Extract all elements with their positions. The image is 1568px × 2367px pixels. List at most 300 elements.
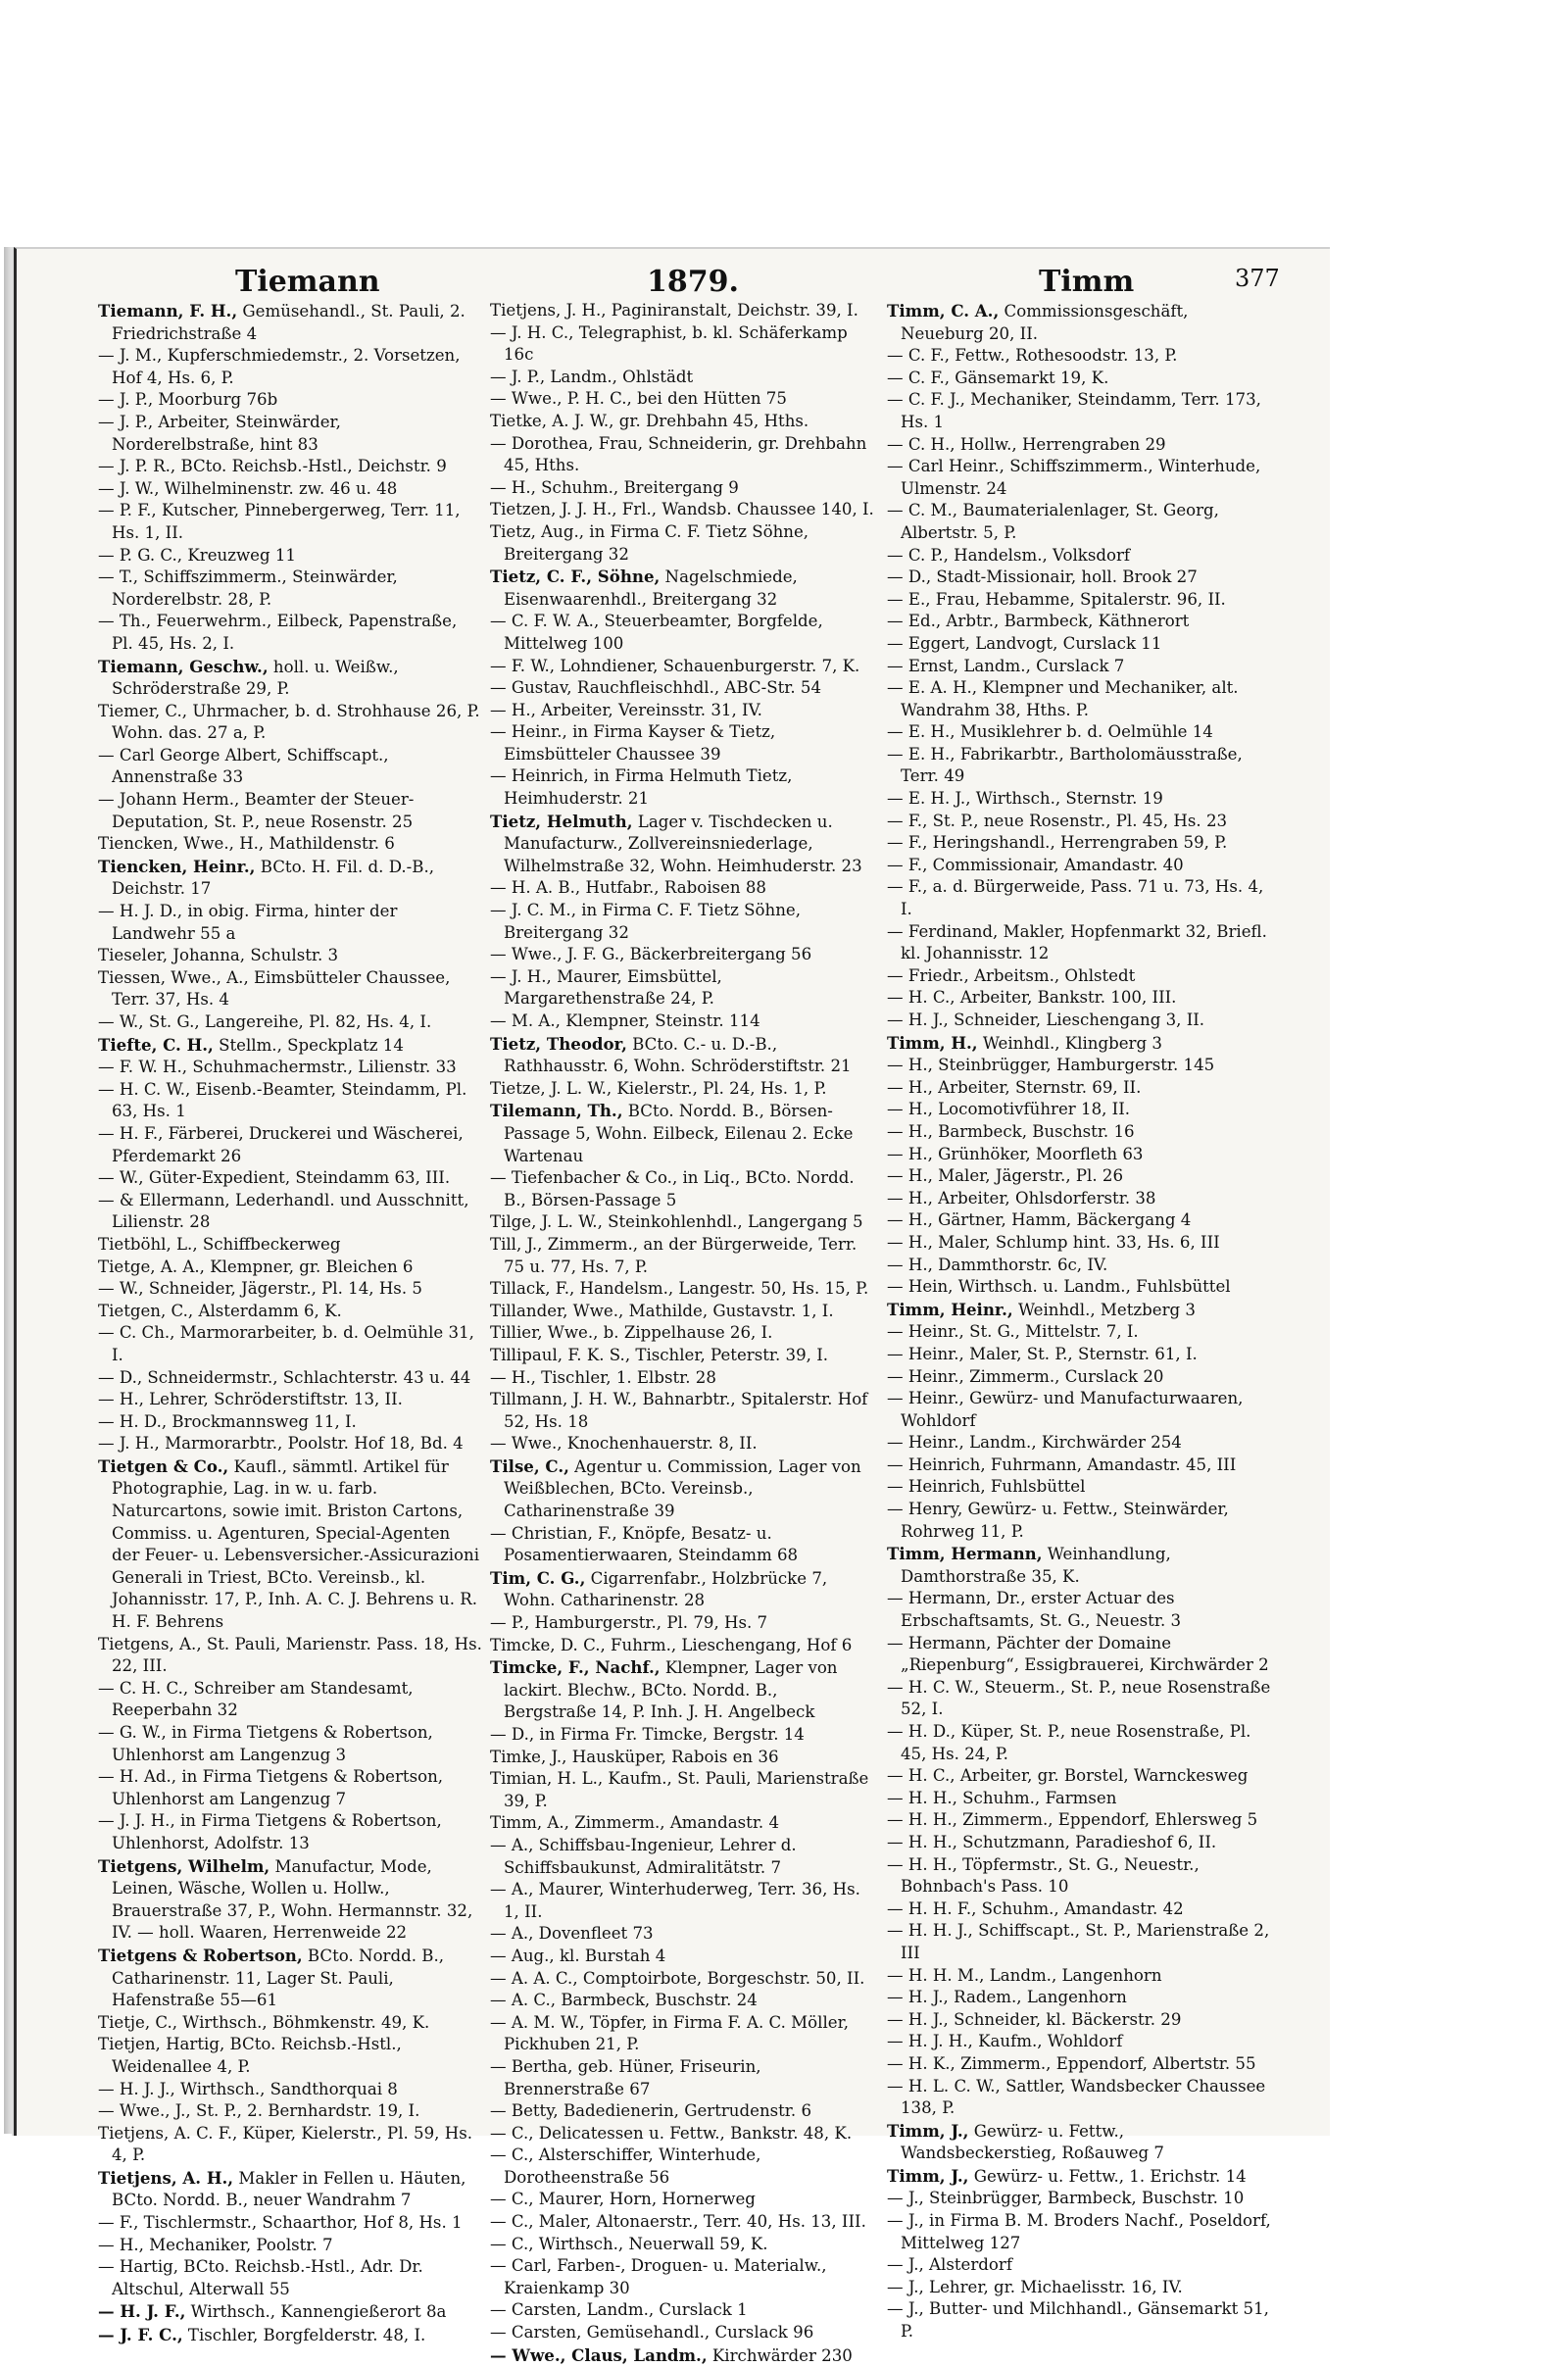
entry-text: — Wwe., J., St. P., 2. Bernhardstr. 19, I. xyxy=(98,2101,420,2121)
directory-entry xyxy=(490,411,874,433)
entry-text: — Hermann, Dr., erster Actuar des Erbschaftsamts, St. G., Neuestr. 3 xyxy=(887,1589,1182,1631)
directory-entry xyxy=(98,389,482,412)
directory-entry xyxy=(887,2009,1271,2032)
entry-name: Tietz, C. F., Söhne, xyxy=(490,567,661,587)
entry-text: — H., Lehrer, Schröderstiftstr. 13, II. xyxy=(98,1390,403,1409)
directory-entry xyxy=(887,876,1271,920)
directory-entry xyxy=(887,1388,1271,1432)
directory-entry xyxy=(887,456,1271,500)
entry-text: — Wwe., Knochenhauerstr. 8, II. xyxy=(490,1434,758,1454)
entry-text: — W., Güter-Expedient, Steindamm 63, III. xyxy=(98,1168,451,1188)
directory-entry xyxy=(887,1455,1271,1477)
directory-entry xyxy=(490,1389,874,1433)
entry-text: — H. Ad., in Firma Tietgens & Robertson, Uhlenhorst am Langenzug 7 xyxy=(98,1767,444,1808)
entry-name: Tilse, C., xyxy=(490,1455,569,1476)
entry-text: — C., Maurer, Horn, Hornerweg xyxy=(490,2190,756,2209)
entry-name: Tiemann, F. H., xyxy=(98,301,238,321)
directory-entry xyxy=(490,944,874,966)
entry-text: — Betty, Badedienerin, Gertrudenstr. 6 xyxy=(490,2101,812,2121)
entry-text: — Heinrich, in Firma Helmuth Tietz, Heimhuderstr. 21 xyxy=(490,766,793,809)
directory-entry xyxy=(887,1499,1271,1543)
entry-text: — C. F. J., Mechaniker, Steindamm, Terr. 173, Hs. 1 xyxy=(887,390,1261,431)
entry-name: Timm, C. A., xyxy=(887,301,1000,321)
entry-text: — A. C., Barmbeck, Buschstr. 24 xyxy=(490,1991,758,2010)
entry-text: — Hermann, Pächter der Domaine „Riepenburg“, Essigbrauerei, Kirchwärder 2 xyxy=(887,1633,1269,1675)
directory-entry xyxy=(490,1724,874,1747)
directory-entry xyxy=(490,1278,874,1301)
entry-text: — P., Hamburgerstr., Pl. 79, Hs. 7 xyxy=(490,1613,768,1633)
directory-entry xyxy=(887,1987,1271,2009)
entry-text: — Heinr., in Firma Kayser & Tietz, Eimsbütteler Chaussee 39 xyxy=(490,722,776,764)
directory-entry xyxy=(98,2123,482,2167)
directory-entry xyxy=(887,1188,1271,1210)
entry-text: — E., Frau, Hebamme, Spitalerstr. 96, II. xyxy=(887,589,1226,609)
entry-text: — J. P., Landm., Ohlstädt xyxy=(490,367,694,386)
directory-entry xyxy=(887,2076,1271,2120)
directory-entry xyxy=(887,1276,1271,1299)
entry-text: Makler in Fellen u. Häuten, BCto. Nordd. B., neuer Wandrahm 7 xyxy=(112,2168,466,2210)
entry-text: — H. L. C. W., Sattler, Wandsbecker Chaussee 138, P. xyxy=(887,2076,1266,2118)
entry-text: — Gustav, Rauchfleischhdl., ABC-Str. 54 xyxy=(490,678,822,698)
entry-text: — H. J., Schneider, kl. Bäckerstr. 29 xyxy=(887,2009,1182,2029)
entry-text: — H., Tischler, 1. Elbstr. 28 xyxy=(490,1367,716,1387)
entry-name: Tietz, Helmuth, xyxy=(490,811,633,831)
entry-text: — Wwe., J. F. G., Bäckerbreitergang 56 xyxy=(490,945,812,964)
directory-entry xyxy=(887,368,1271,390)
entry-text: — J. C. M., in Firma C. F. Tietz Söhne, Breitergang 32 xyxy=(490,901,802,942)
directory-entry xyxy=(490,2299,874,2322)
entry-text: — A., Dovenfleet 73 xyxy=(490,1924,654,1944)
entry-text: — E. A. H., Klempner und Mechaniker, alt. Wandrahm 38, Hths. P. xyxy=(887,678,1239,719)
directory-entry xyxy=(98,1766,482,1810)
entry-text: — C. P., Handelsm., Volksdorf xyxy=(887,545,1131,565)
entry-text: Weinhdl., Metzberg 3 xyxy=(1012,1300,1196,1319)
directory-entry xyxy=(490,656,874,678)
directory-entry xyxy=(98,1167,482,1190)
entry-text: Timian, H. L., Kaufm., St. Pauli, Marienstraße 39, P. xyxy=(490,1769,869,1810)
directory-entry xyxy=(490,1879,874,1923)
directory-entry xyxy=(490,1946,874,1968)
directory-entry xyxy=(98,1057,482,1079)
entry-text: — H. C. W., Eisenb.-Beamter, Steindamm, Pl. 63, Hs. 1 xyxy=(98,1079,467,1121)
entry-text: Tietz, Aug., in Firma C. F. Tietz Söhne, Breitergang 32 xyxy=(490,521,809,564)
directory-entry xyxy=(490,1433,874,1455)
directory-entry xyxy=(490,1211,874,1234)
entry-text: — E. H. J., Wirthsch., Sternstr. 19 xyxy=(887,789,1163,809)
directory-entry xyxy=(887,300,1271,345)
entry-text: Till, J., Zimmerm., an der Bürgerweide, Terr. 75 u. 77, Hs. 7, P. xyxy=(490,1234,858,1276)
column-1 xyxy=(98,300,482,2347)
directory-entry xyxy=(98,967,482,1011)
directory-entry xyxy=(887,1055,1271,1077)
entry-name: Timm, J., xyxy=(887,2165,969,2186)
directory-entry xyxy=(98,1301,482,1323)
column-3 xyxy=(887,300,1271,2343)
entry-text: — C., Wirthsch., Neuerwall 59, K. xyxy=(490,2234,768,2253)
entry-name: Tietgens & Robertson, xyxy=(98,1945,303,1965)
directory-entry xyxy=(98,611,482,655)
directory-entry xyxy=(490,1812,874,1835)
directory-entry xyxy=(887,1543,1271,1588)
entry-text: — C. H., Hollw., Herrengraben 29 xyxy=(887,434,1166,454)
entry-text: — E. H., Fabrikarbtr., Bartholomäusstraße, Terr. 49 xyxy=(887,744,1243,786)
entry-text: — Carl George Albert, Schiffscapt., Annenstraße 33 xyxy=(98,745,389,787)
entry-text: — H. J., Radem., Langenhorn xyxy=(887,1988,1127,2007)
directory-entry xyxy=(98,656,482,701)
entry-text: — C. F. W. A., Steuerbeamter, Borgfelde, Mittelweg 100 xyxy=(490,612,823,653)
directory-entry xyxy=(98,901,482,945)
entry-text: — J. M., Kupferschmiedemstr., 2. Vorsetzen, Hof 4, Hs. 6, P. xyxy=(98,346,461,387)
directory-entry xyxy=(490,1234,874,1278)
entry-text: — J. J. H., in Firma Tietgens & Robertson, Uhlenhorst, Adolfstr. 13 xyxy=(98,1811,442,1852)
directory-entry xyxy=(98,1079,482,1123)
directory-entry xyxy=(98,2100,482,2123)
directory-entry xyxy=(490,1167,874,1211)
directory-entry xyxy=(887,389,1271,433)
directory-entry xyxy=(887,1677,1271,1721)
entry-text: Tieseler, Johanna, Schulstr. 3 xyxy=(98,946,339,965)
header-right-catchword: Timm xyxy=(1039,265,1135,299)
entry-text: Tilge, J. L. W., Steinkohlenhdl., Langergang 5 xyxy=(490,1212,863,1232)
entry-name: Tiemann, Geschw., xyxy=(98,656,269,676)
directory-entry xyxy=(98,567,482,611)
entry-text: Gemüsehandl., St. Pauli, 2. Friedrichstraße 4 xyxy=(112,302,466,343)
entry-text: — H., Dammthorstr. 6c, IV. xyxy=(887,1255,1108,1274)
entry-text: Tillack, F., Handelsm., Langestr. 50, Hs. 15, P. xyxy=(490,1279,869,1299)
entry-text: BCto. Nordd. B., Catharinenstr. 11, Lager St. Pauli, Hafenstraße 55—61 xyxy=(112,1946,445,2010)
entry-text: — C. F., Gänsemarkt 19, K. xyxy=(887,368,1109,387)
directory-entry xyxy=(98,701,482,745)
entry-text: Stellm., Speckplatz 14 xyxy=(213,1035,404,1055)
directory-entry xyxy=(98,1810,482,1854)
column-2 xyxy=(490,300,874,2367)
entry-text: — Carsten, Landm., Curslack 1 xyxy=(490,2300,748,2320)
entry-text: — H., Arbeiter, Sternstr. 69, II. xyxy=(887,1077,1142,1097)
entry-text: — F., Heringshandl., Herrengraben 59, P. xyxy=(887,833,1228,853)
directory-entry xyxy=(98,1389,482,1411)
directory-entry xyxy=(490,1747,874,1769)
directory-entry xyxy=(887,855,1271,877)
entry-text: — A., Maurer, Winterhuderweg, Terr. 36, Hs. 1, II. xyxy=(490,1880,860,1921)
directory-entry xyxy=(98,2167,482,2212)
entry-text: — H., Locomotivführer 18, II. xyxy=(887,1100,1131,1119)
directory-entry xyxy=(98,833,482,856)
directory-entry xyxy=(98,2079,482,2101)
directory-entry xyxy=(887,1366,1271,1389)
directory-entry xyxy=(887,545,1271,567)
entry-text: — H. H. M., Landm., Langenhorn xyxy=(887,1965,1162,1985)
entry-text: Tietgen, C., Alsterdamm 6, K. xyxy=(98,1301,342,1320)
directory-entry xyxy=(490,1968,874,1991)
directory-entry xyxy=(887,1721,1271,1765)
directory-entry xyxy=(887,2053,1271,2076)
directory-entry xyxy=(887,567,1271,589)
directory-entry xyxy=(490,677,874,700)
entry-text: — Heinr., Landm., Kirchwärder 254 xyxy=(887,1433,1182,1453)
directory-entry xyxy=(887,1144,1271,1166)
entry-text: — H. D., Küper, St. P., neue Rosenstraße, Pl. 45, Hs. 24, P. xyxy=(887,1722,1251,1763)
entry-name: — J. F. C., xyxy=(98,2325,183,2345)
entry-text: Tietjens, J. H., Paginiranstalt, Deichstr. 39, I. xyxy=(490,301,858,320)
entry-text: — H., Gärtner, Hamm, Bäckergang 4 xyxy=(887,1210,1192,1230)
directory-entry xyxy=(490,300,874,322)
directory-entry xyxy=(98,2235,482,2257)
entry-text: — D., in Firma Fr. Timcke, Bergstr. 14 xyxy=(490,1725,805,1744)
directory-entry xyxy=(490,2322,874,2344)
entry-text: — Heinr., Zimmerm., Curslack 20 xyxy=(887,1366,1164,1386)
entry-text: Commissionsgeschäft, Neueburg 20, II. xyxy=(901,302,1189,343)
entry-text: — H. J. D., in obig. Firma, hinter der Landwehr 55 a xyxy=(98,902,398,943)
directory-entry xyxy=(887,1344,1271,1366)
directory-entry xyxy=(887,2210,1271,2254)
directory-entry xyxy=(98,856,482,901)
directory-entry xyxy=(887,611,1271,633)
entry-name: — H. J. F., xyxy=(98,2301,186,2322)
directory-entry xyxy=(490,477,874,500)
entry-text: Wirthsch., Kannengießerort 8a xyxy=(185,2302,447,2322)
entry-text: — A. A. C., Comptoirbote, Borgeschstr. 50, II. xyxy=(490,1968,865,1988)
entry-text: — Hartig, BCto. Reichsb.-Hstl., Adr. Dr. Altschul, Alterwall 55 xyxy=(98,2257,423,2298)
entry-text: — D., Stadt-Missionair, holl. Brook 27 xyxy=(887,567,1198,587)
entry-text: — J. W., Wilhelminenstr. zw. 46 u. 48 xyxy=(98,478,398,498)
entry-text: Tietge, A. A., Klempner, gr. Bleichen 6 xyxy=(98,1257,414,1276)
entry-text: — Carl Heinr., Schiffszimmerm., Winterhude, Ulmenstr. 24 xyxy=(887,457,1261,498)
entry-text: — Eggert, Landvogt, Curslack 11 xyxy=(887,633,1162,653)
directory-entry xyxy=(887,1032,1271,1056)
entry-text: Klempner, Lager von lackirt. Blechw., BCto. Nordd. B., Bergstraße 14, P. Inh. J. H. Angelbeck xyxy=(504,1658,838,1722)
entry-text: Kirchwärder 230 xyxy=(707,2345,853,2365)
entry-text: Gewürz- u. Fettw., Wandsbeckerstieg, Roßauweg 7 xyxy=(901,2121,1164,2163)
directory-entry xyxy=(98,1678,482,1722)
directory-entry xyxy=(490,1078,874,1101)
entry-text: — H. F., Färberei, Druckerei und Wäscherei, Pferdemarkt 26 xyxy=(98,1123,464,1165)
directory-entry xyxy=(490,1455,874,1523)
directory-entry xyxy=(887,2254,1271,2277)
directory-entry xyxy=(887,1010,1271,1032)
entry-text: Weinhandlung, Damthorstraße 35, K. xyxy=(901,1545,1171,1586)
directory-entry xyxy=(490,2255,874,2299)
directory-entry xyxy=(887,1832,1271,1854)
entry-text: — Heinr., Gewürz- und Manufacturwaaren, Wohldorf xyxy=(887,1389,1244,1430)
entry-text: BCto. Nordd. B., Börsen-Passage 5, Wohn. Eilbeck, Eilenau 2. Ecke Wartenau xyxy=(504,1102,854,1165)
entry-text: — Tiefenbacher & Co., in Liq., BCto. Nordd. B., Börsen-Passage 5 xyxy=(490,1168,855,1209)
entry-text: Tietjens, A. C. F., Küper, Kielerstr., Pl. 59, Hs. 4, P. xyxy=(98,2123,472,2165)
directory-entry xyxy=(887,1209,1271,1232)
entry-text: — H. H., Zimmerm., Eppendorf, Ehlersweg 5 xyxy=(887,1810,1258,1830)
directory-entry xyxy=(887,1633,1271,1677)
directory-entry xyxy=(98,545,482,567)
entry-text: — F. W., Lohndiener, Schauenburgerstr. 7, K. xyxy=(490,656,860,675)
entry-text: Tillipaul, F. K. S., Tischler, Peterstr. 39, I. xyxy=(490,1345,829,1364)
directory-entry xyxy=(887,1765,1271,1788)
directory-entry xyxy=(98,1234,482,1257)
entry-text: — H., Maler, Schlump hint. 33, Hs. 6, III xyxy=(887,1232,1220,1252)
directory-entry xyxy=(98,1257,482,1279)
directory-entry xyxy=(490,2344,874,2367)
header-year: 1879. xyxy=(647,265,739,299)
directory-entry xyxy=(490,811,874,878)
entry-text: — H. H. F., Schuhm., Amandastr. 42 xyxy=(887,1899,1184,1918)
entry-name: Tim, C. G., xyxy=(490,1567,586,1588)
entry-text: — J., Alsterdorf xyxy=(887,2255,1012,2275)
directory-entry xyxy=(490,499,874,521)
entry-name: Timm, Hermann, xyxy=(887,1544,1043,1564)
entry-text: — H. C. W., Steuerm., St. P., neue Rosenstraße 52, I. xyxy=(887,1677,1271,1719)
directory-entry xyxy=(887,921,1271,965)
directory-entry xyxy=(887,633,1271,656)
entry-text: — Ferdinand, Makler, Hopfenmarkt 32, Briefl. kl. Johannisstr. 12 xyxy=(887,921,1267,963)
directory-entry xyxy=(490,1656,874,1724)
entry-name: Tietgens, Wilhelm, xyxy=(98,1855,270,1876)
entry-text: — Carl, Farben-, Droguen- u. Materialw., Kraienkamp 30 xyxy=(490,2256,827,2297)
entry-text: — J. H., Marmorarbtr., Poolstr. Hof 18, Bd. 4 xyxy=(98,1434,464,1454)
directory-entry xyxy=(98,1722,482,1766)
entry-text: — H., Grünhöker, Moorfleth 63 xyxy=(887,1144,1144,1163)
directory-entry xyxy=(887,744,1271,788)
directory-entry xyxy=(490,2189,874,2211)
entry-text: Nagelschmiede, Eisenwaarenhdl., Breitergang 32 xyxy=(504,567,798,609)
entry-text: Manufactur, Mode, Leinen, Wäsche, Wollen u. Hollw., Brauerstraße 37, P., Wohn. Hermannstr. 32, IV. — holl. Waaren, Herrenweide 22 xyxy=(112,1856,473,1943)
directory-entry xyxy=(490,1612,874,1635)
entry-text: — Ernst, Landm., Curslack 7 xyxy=(887,656,1125,675)
directory-entry xyxy=(887,2031,1271,2053)
directory-entry xyxy=(887,677,1271,721)
entry-text: — H., Arbeiter, Ohlsdorferstr. 38 xyxy=(887,1188,1156,1208)
entry-text: — Friedr., Arbeitsm., Ohlstedt xyxy=(887,965,1136,985)
directory-entry xyxy=(490,1990,874,2012)
entry-text: Timke, J., Hausküper, Rabois en 36 xyxy=(490,1747,779,1766)
entry-text: — A. M. W., Töpfer, in Firma F. A. C. Möller, Pickhuben 21, P. xyxy=(490,2012,849,2054)
directory-entry xyxy=(887,1854,1271,1899)
directory-entry xyxy=(490,721,874,765)
directory-entry xyxy=(887,832,1271,855)
entry-text: — H. K., Zimmerm., Eppendorf, Albertstr. 55 xyxy=(887,2053,1256,2073)
entry-text: — C. M., Baumaterialenlager, St. Georg, Albertstr. 5, P. xyxy=(887,501,1219,542)
directory-entry xyxy=(887,1965,1271,1988)
entry-text: — Aug., kl. Burstah 4 xyxy=(490,1946,666,1965)
directory-entry xyxy=(98,345,482,389)
entry-text: — J., Lehrer, gr. Michaelisstr. 16, IV. xyxy=(887,2277,1183,2296)
entry-text: — W., Schneider, Jägerstr., Pl. 14, Hs. 5 xyxy=(98,1279,422,1299)
directory-entry xyxy=(490,1322,874,1345)
entry-text: — Wwe., P. H. C., bei den Hütten 75 xyxy=(490,389,787,409)
directory-entry xyxy=(98,1034,482,1058)
entry-text: — J. P. R., BCto. Reichsb.-Hstl., Deichstr. 9 xyxy=(98,457,447,476)
directory-entry xyxy=(887,1432,1271,1455)
entry-text: — H. J. J., Wirthsch., Sandthorquai 8 xyxy=(98,2079,398,2098)
directory-entry xyxy=(490,1567,874,1612)
directory-entry xyxy=(887,721,1271,744)
directory-entry xyxy=(98,1411,482,1434)
directory-entry xyxy=(887,2298,1271,2342)
entry-text: Gewürz- u. Fettw., 1. Erichstr. 14 xyxy=(968,2166,1247,2186)
entry-text: Tietke, A. J. W., gr. Drehbahn 45, Hths. xyxy=(490,411,809,430)
directory-entry xyxy=(887,1077,1271,1100)
entry-name: Tietz, Theodor, xyxy=(490,1033,627,1054)
directory-entry xyxy=(887,1788,1271,1810)
directory-entry xyxy=(490,322,874,367)
entry-text: — H. J., Schneider, Lieschengang 3, II. xyxy=(887,1011,1205,1029)
directory-entry xyxy=(98,1433,482,1455)
directory-entry xyxy=(887,656,1271,678)
directory-entry xyxy=(98,2300,482,2324)
entry-text: — J. H., Maurer, Eimsbüttel, Margarethenstraße 24, P. xyxy=(490,966,722,1009)
entry-text: — Christian, F., Knöpfe, Besatz- u. Posamentierwaaren, Steindamm 68 xyxy=(490,1523,799,1565)
entry-text: — G. W., in Firma Tietgens & Robertson, Uhlenhorst am Langenzug 3 xyxy=(98,1723,433,1764)
entry-text: — C. H. C., Schreiber am Standesamt, Reeperbahn 32 xyxy=(98,1678,414,1720)
entry-text: — H. H., Schutzmann, Paradieshof 6, II. xyxy=(887,1832,1217,1851)
entry-text: — H. A. B., Hutfabr., Raboisen 88 xyxy=(490,878,766,898)
directory-entry xyxy=(98,1278,482,1301)
entry-text: Tiencken, Wwe., H., Mathildenstr. 6 xyxy=(98,834,395,854)
directory-entry xyxy=(98,478,482,501)
entry-text: — & Ellermann, Lederhandl. und Ausschnitt, Lilienstr. 28 xyxy=(98,1190,469,1232)
directory-entry xyxy=(490,1835,874,1879)
entry-text: — M. A., Klempner, Steinstr. 114 xyxy=(490,1011,760,1030)
entry-text: Timcke, D. C., Fuhrm., Lieschengang, Hof 6 xyxy=(490,1635,853,1654)
directory-entry xyxy=(98,2212,482,2235)
entry-text: — J., Steinbrügger, Barmbeck, Buschstr. 10 xyxy=(887,2189,1245,2208)
directory-entry xyxy=(98,500,482,544)
entry-text: Weinhdl., Klingberg 3 xyxy=(977,1033,1162,1053)
entry-text: — Heinr., Maler, St. P., Sternstr. 61, I. xyxy=(887,1344,1198,1363)
entry-name: Tiefte, C. H., xyxy=(98,1034,214,1055)
directory-entry xyxy=(98,1455,482,1634)
directory-entry xyxy=(98,1190,482,1234)
entry-text: BCto. H. Fil. d. D.-B., Deichstr. 17 xyxy=(112,857,435,899)
entry-text: — Heinr., St. G., Mittelstr. 7, I. xyxy=(887,1322,1139,1342)
directory-entry xyxy=(490,1523,874,1567)
directory-entry xyxy=(887,811,1271,833)
entry-text: Tillander, Wwe., Mathilde, Gustavstr. 1, I. xyxy=(490,1301,834,1320)
directory-entry xyxy=(490,2145,874,2189)
entry-text: — H., Arbeiter, Vereinsstr. 31, IV. xyxy=(490,700,762,719)
directory-entry xyxy=(98,2034,482,2078)
directory-entry xyxy=(98,1855,482,1945)
entry-text: Agentur u. Commission, Lager von Weißblechen, BCto. Vereinsb., Catharinenstraße 39 xyxy=(504,1456,861,1521)
entry-text: — Dorothea, Frau, Schneiderin, gr. Drehbahn 45, Hths. xyxy=(490,433,867,475)
entry-text: Tillier, Wwe., b. Zippelhause 26, I. xyxy=(490,1323,773,1343)
directory-entry xyxy=(98,1123,482,1167)
entry-text: Kaufl., sämmtl. Artikel für Photographie, Lag. in w. u. farb. Naturcartons, sowie imit. Briston Cartons, Commiss. u. Agenturen, Special-Agenten der Feuer- u. Lebensversicher.-Assicurazioni Generali in Triest, BCto. Vereinsb., kl. Johannisstr. 17, P., Inh. A. C. J. Behrens u. R. H. F. Behrens xyxy=(112,1456,480,1632)
entry-text: — J., Butter- und Milchhandl., Gänsemarkt 51, P. xyxy=(887,2299,1269,2342)
directory-entry xyxy=(887,1588,1271,1632)
directory-entry xyxy=(887,1920,1271,1964)
entry-text: — J. P., Moorburg 76b xyxy=(98,390,278,410)
entry-text: — P. G. C., Kreuzweg 11 xyxy=(98,545,296,565)
directory-entry xyxy=(887,434,1271,457)
directory-entry xyxy=(98,1945,482,2012)
entry-text: — H. H. J., Schiffscapt., St. P., Marienstraße 2, III xyxy=(887,1921,1270,1962)
directory-entry xyxy=(98,300,482,345)
directory-entry xyxy=(490,566,874,611)
directory-entry xyxy=(98,456,482,478)
page-number: 377 xyxy=(1235,265,1280,292)
entry-text: — Henry, Gewürz- u. Fettw., Steinwärder, Rohrweg 11, P. xyxy=(887,1500,1229,1541)
directory-entry xyxy=(490,877,874,900)
directory-entry xyxy=(490,2211,874,2234)
directory-entry xyxy=(490,367,874,389)
entry-text: Tietze, J. L. W., Kielerstr., Pl. 24, Hs. 1, P. xyxy=(490,1078,827,1098)
directory-entry xyxy=(490,1768,874,1812)
page-header xyxy=(0,265,1313,304)
entry-text: — C., Alsterschiffer, Winterhude, Dorotheenstraße 56 xyxy=(490,2145,761,2187)
entry-text: holl. u. Weißw., Schröderstraße 29, P. xyxy=(112,657,399,699)
entry-text: — F., a. d. Bürgerweide, Pass. 71 u. 73, Hs. 4, I. xyxy=(887,877,1264,919)
directory-entry xyxy=(490,611,874,655)
directory-entry xyxy=(490,765,874,810)
entry-text: Tietgens, A., St. Pauli, Marienstr. Pass. 18, Hs. 22, III. xyxy=(98,1634,482,1676)
